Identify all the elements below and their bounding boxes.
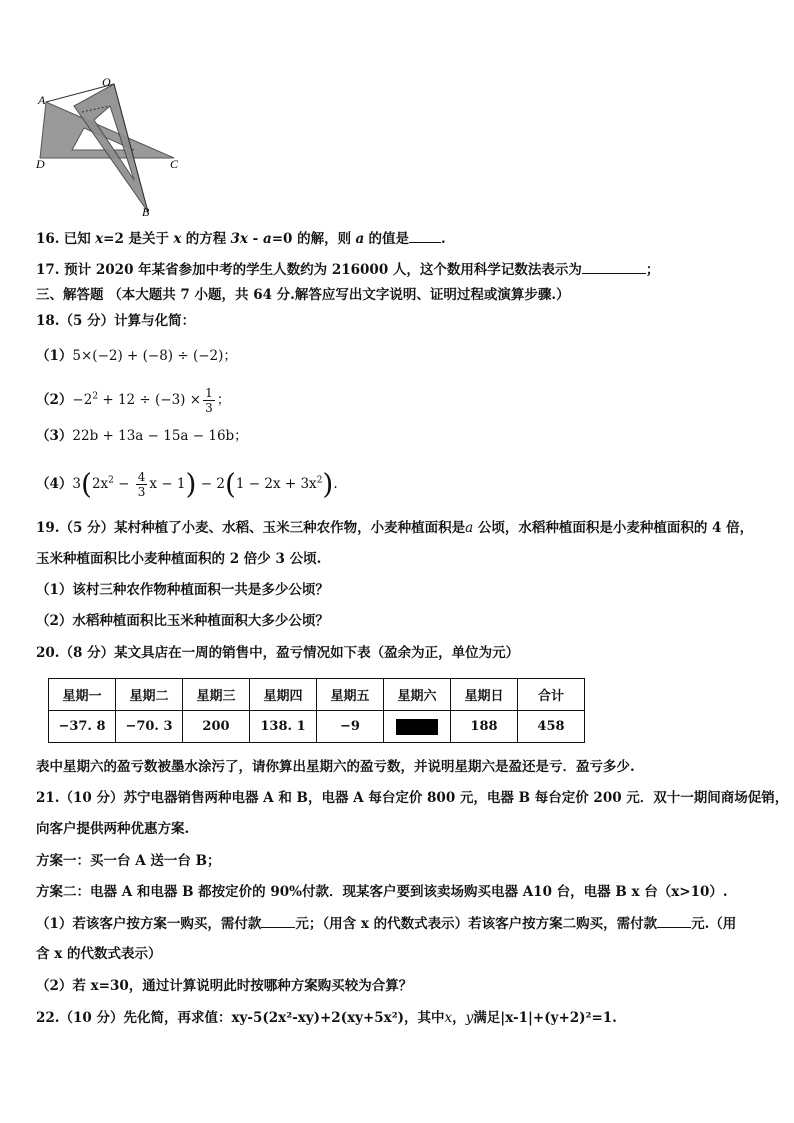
q16-var: x bbox=[173, 231, 182, 247]
label-b: B bbox=[142, 205, 150, 218]
question-22 bbox=[36, 1008, 617, 1028]
q19-sub-2: （2）水稻种植面积比玉米种植面积大多少公顷？ bbox=[36, 613, 329, 629]
table-header: 合计 bbox=[518, 679, 585, 711]
expression: − bbox=[113, 476, 134, 492]
table-cell: −9 bbox=[317, 711, 384, 743]
table-header: 星期二 bbox=[116, 679, 183, 711]
q17-end: ； bbox=[645, 262, 660, 278]
expression: 5×(−2) + (−8) ÷ (−2)； bbox=[72, 348, 237, 364]
paren: ( bbox=[81, 467, 92, 501]
table-cell: −37. 8 bbox=[49, 711, 116, 743]
q19-var: a bbox=[465, 520, 474, 536]
paren: ) bbox=[322, 467, 334, 501]
answer-blank[interactable] bbox=[582, 259, 646, 274]
answer-blank[interactable] bbox=[261, 913, 295, 928]
q16-var: a bbox=[262, 231, 272, 247]
q21-text: 元.（用 bbox=[691, 916, 737, 932]
expression: x − 1 bbox=[149, 476, 186, 492]
q22-text: 满足|x-1|+(y+2)²=1. bbox=[473, 1010, 617, 1026]
q16-text: 的值是 bbox=[368, 231, 409, 247]
table-cell: 200 bbox=[183, 711, 250, 743]
question-19-line-1 bbox=[36, 518, 753, 538]
table-cell: 458 bbox=[518, 711, 585, 743]
expression: −2 bbox=[72, 392, 93, 408]
q16-text: 已知 bbox=[63, 231, 91, 247]
table-header: 星期一 bbox=[49, 679, 116, 711]
answer-blank[interactable] bbox=[409, 228, 441, 243]
q22-var: x bbox=[444, 1010, 453, 1026]
answer-blank[interactable] bbox=[657, 913, 691, 928]
q22-text: ， bbox=[452, 1010, 466, 1026]
expression: 2x bbox=[91, 476, 109, 492]
table-header: 星期三 bbox=[183, 679, 250, 711]
table-header: 星期日 bbox=[451, 679, 518, 711]
q16-var: a bbox=[355, 231, 365, 247]
ink-blot bbox=[396, 719, 438, 735]
fraction bbox=[203, 386, 215, 415]
expression: − 2 bbox=[196, 476, 225, 492]
q18-part-2 bbox=[36, 386, 230, 415]
ink-blot-cell bbox=[384, 711, 451, 743]
label-a: A bbox=[38, 93, 46, 107]
q16-math: 3x bbox=[230, 231, 248, 247]
question-21-line-1: 21.（10 分）苏宁电器销售两种电器 A 和 B，电器 A 每台定价 800 元，电器 B 每台定价 200 元．双十一期间商场促销， bbox=[36, 790, 789, 806]
numerator: 4 bbox=[137, 470, 146, 484]
profit-loss-table bbox=[48, 678, 585, 743]
q16-text: . bbox=[440, 231, 446, 247]
q21-text: （1）若该客户按方案一购买，需付款 bbox=[36, 916, 262, 932]
question-21-line-2: 向客户提供两种优惠方案. bbox=[36, 821, 190, 837]
label-d: D bbox=[36, 157, 45, 171]
q21-plan-2: 方案二：电器 A 和电器 B 都按定价的 90%付款．现某客户要到该卖场购买电器 A10 台，电器 B x 台（x>10）. bbox=[36, 884, 728, 900]
expression: 22b + 13a − 15a − 16b； bbox=[72, 428, 248, 444]
expression: ； bbox=[216, 392, 231, 408]
table-cell: 138. 1 bbox=[250, 711, 317, 743]
part-label: （1） bbox=[36, 348, 73, 364]
table-header-row bbox=[49, 679, 585, 711]
q19-sub-1: （1）该村三种农作物种植面积一共是多少公顷？ bbox=[36, 582, 329, 598]
question-17 bbox=[36, 259, 659, 280]
q16-math: - bbox=[247, 231, 263, 247]
expression: 1 − 2x + 3x bbox=[235, 476, 317, 492]
exponent: 2 bbox=[316, 475, 323, 486]
q19-text: 19.（5 分）某村种植了小麦、水稻、玉米三种农作物，小麦种植面积是 bbox=[36, 520, 466, 536]
table-cell: 188 bbox=[451, 711, 518, 743]
q16-number: 16. bbox=[36, 231, 60, 247]
table-header: 星期四 bbox=[250, 679, 317, 711]
part-label: （4） bbox=[36, 476, 73, 492]
q18-part-1 bbox=[36, 346, 237, 366]
exponent: 2 bbox=[92, 391, 99, 402]
denominator: 3 bbox=[137, 485, 146, 499]
expression: + 12 ÷ (−3) × bbox=[98, 392, 202, 408]
q21-text: 元；（用含 x 的代数式表示）若该客户按方案二购买，需付款 bbox=[295, 916, 658, 932]
label-c: C bbox=[170, 157, 179, 171]
q16-text: =2 是关于 bbox=[103, 231, 170, 247]
exponent: 2 bbox=[108, 475, 114, 486]
q22-text: 22.（10 分）先化简，再求值：xy-5(2x²-xy)+2(xy+5x²)，其中 bbox=[36, 1010, 445, 1026]
part-label: （3） bbox=[36, 428, 73, 444]
part-label: （2） bbox=[36, 392, 73, 408]
paren: ) bbox=[185, 467, 197, 501]
q21-plan-1: 方案一：买一台 A 送一台 B； bbox=[36, 853, 221, 869]
numerator: 1 bbox=[205, 386, 213, 400]
denominator: 3 bbox=[205, 401, 213, 415]
table-header: 星期五 bbox=[317, 679, 384, 711]
q18-part-3 bbox=[36, 426, 248, 446]
table-row bbox=[49, 711, 585, 743]
q16-text: 的方程 bbox=[185, 231, 227, 247]
q16-var: x bbox=[95, 231, 104, 247]
q22-var: y bbox=[465, 1010, 474, 1026]
q16-text: =0 的解，则 bbox=[271, 231, 352, 247]
fraction bbox=[136, 470, 148, 499]
label-o: O bbox=[102, 76, 111, 89]
q19-text: 公顷，水稻种植面积是小麦种植面积的 4 倍， bbox=[473, 520, 754, 536]
table-header: 星期六 bbox=[384, 679, 451, 711]
question-19-line-2: 玉米种植面积比小麦种植面积的 2 倍少 3 公顷. bbox=[36, 551, 322, 567]
expression: . bbox=[333, 476, 338, 492]
table-cell: −70. 3 bbox=[116, 711, 183, 743]
expression: 3 bbox=[72, 476, 81, 492]
q21-sub-1 bbox=[36, 913, 736, 934]
question-18-heading: 18.（5 分）计算与化简： bbox=[36, 313, 196, 329]
q17-text: 17. 预计 2020 年某省参加中考的学生人数约为 216000 人，这个数用科学记数法表示为 bbox=[36, 262, 582, 278]
q18-part-4 bbox=[36, 467, 338, 501]
q21-sub-1-cont: 含 x 的代数式表示） bbox=[36, 946, 162, 962]
question-16 bbox=[36, 228, 446, 249]
question-20-heading: 20.（8 分）某文具店在一周的销售中，盈亏情况如下表（盈余为正，单位为元） bbox=[36, 645, 520, 661]
paren: ( bbox=[224, 467, 236, 501]
section-heading: 三、解答题 （本大题共 7 小题，共 64 分.解答应写出文字说明、证明过程或演算步骤.） bbox=[36, 287, 570, 303]
question-20-after: 表中星期六的盈亏数被墨水涂污了，请你算出星期六的盈亏数，并说明星期六是盈还是亏．盈亏多少. bbox=[36, 759, 635, 775]
q21-sub-2: （2）若 x=30，通过计算说明此时按哪种方案购买较为合算？ bbox=[36, 978, 413, 994]
triangle-set-square-figure bbox=[34, 76, 194, 218]
